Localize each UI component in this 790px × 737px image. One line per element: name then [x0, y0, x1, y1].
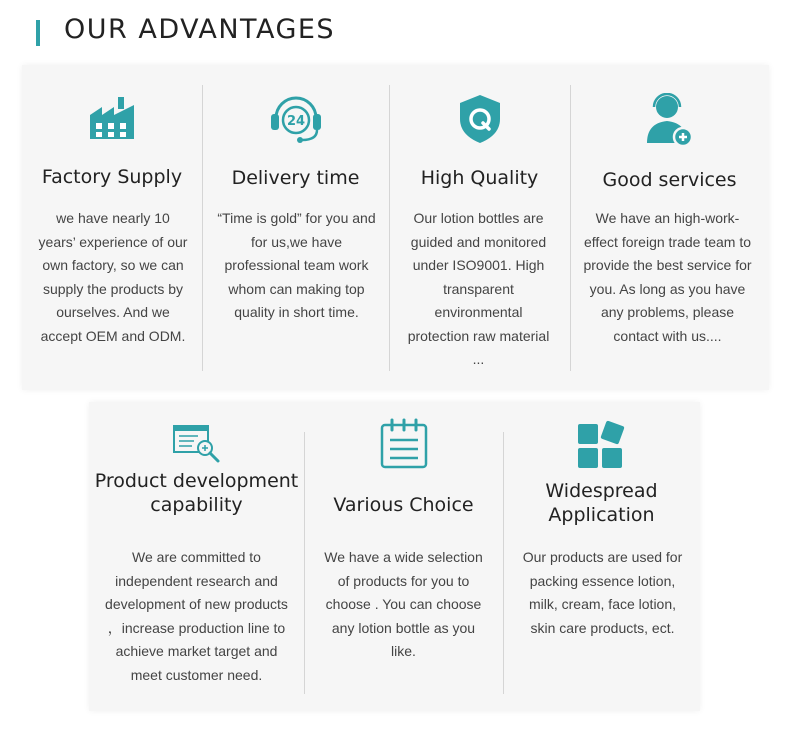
customer-service-icon [645, 93, 695, 152]
card-title: Factory Supply [41, 166, 183, 188]
card-title: Various Choice [333, 494, 474, 516]
advantage-card-quality [389, 65, 570, 390]
advantage-card-application [503, 402, 700, 711]
card-title: Widespread Application [545, 480, 658, 526]
svg-text:24: 24 [286, 114, 305, 129]
card-title: Product development capability [94, 470, 299, 516]
headset-24-icon [268, 92, 324, 149]
card-description: we have nearly 10 years’ experience of our own factory, so we can supply the products by ourselves. And we accept OEM and ODM. [38, 210, 188, 344]
advantage-card-delivery [202, 65, 389, 390]
advantages-panel-top [22, 65, 769, 390]
calendar-list-icon [379, 418, 429, 475]
page-title: OUR ADVANTAGES [64, 14, 336, 45]
advantage-card-development [89, 402, 304, 711]
card-description: Our products are used for packing essence lotion, milk, cream, face lotion, skin care products, ect. [522, 549, 683, 636]
advantage-card-services [570, 65, 769, 390]
card-description: We have an high-work-effect foreign trade team to provide the best service for you. As long as you have any problems, please contact with us.... [583, 210, 752, 344]
card-title: High Quality [420, 167, 539, 189]
app-grid-icon [576, 420, 628, 475]
advantage-card-factory [22, 65, 202, 390]
advantages-panel-bottom [89, 402, 700, 711]
card-title: Good services [602, 169, 737, 191]
card-description: We are committed to independent research and development of new products ，increase production line to achieve market target and meet customer need. [105, 549, 288, 683]
advantage-card-choice [304, 402, 503, 711]
card-description: “Time is gold” for you and for us,we have professional team work whom can making top quality in short time. [217, 210, 376, 320]
title-accent-bar [36, 20, 40, 46]
quality-shield-icon [458, 93, 502, 150]
card-description: Our lotion bottles are guided and monitored under ISO9001. High transparent environmental protection raw material ... [407, 210, 550, 367]
card-title: Delivery time [231, 167, 360, 189]
factory-icon [88, 95, 136, 146]
research-icon [172, 424, 222, 469]
card-description: We have a wide selection of products for you to choose . You can choose any lotion bottle as you like. [324, 549, 483, 659]
